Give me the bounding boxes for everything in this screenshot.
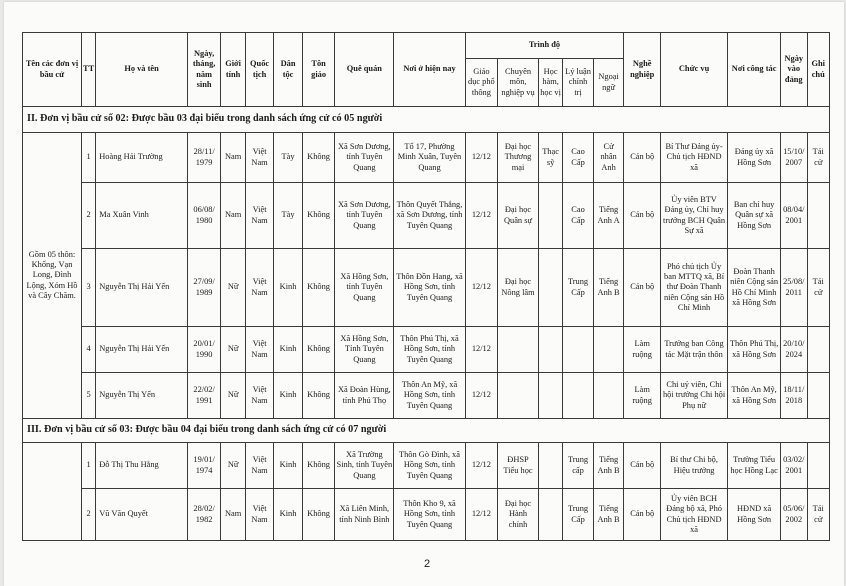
- row-tt: 4: [82, 327, 96, 373]
- row-nationality: Việt Nam: [245, 327, 273, 373]
- row-nationality: Việt Nam: [245, 133, 273, 183]
- row-tt: 2: [82, 183, 96, 249]
- row-gender: Nam: [221, 183, 245, 249]
- row-occupation: Cán bộ: [624, 489, 661, 541]
- row-workplace: HĐND xã Hồng Sơn: [728, 489, 781, 541]
- header-note: Ghi chú: [807, 33, 830, 107]
- row-gender: Nữ: [221, 443, 245, 489]
- header-professional: Chuyên môn, nghiệp vụ: [498, 59, 539, 107]
- header-gender: Giới tính: [221, 33, 245, 107]
- row-party-date: 18/11/ 2018: [781, 373, 807, 419]
- row-degree: [538, 489, 562, 541]
- row-occupation: Cán bộ: [624, 249, 661, 327]
- row-degree: [538, 327, 562, 373]
- row-general-edu: 12/12: [465, 249, 498, 327]
- header-general-edu: Giáo dục phổ thông: [465, 59, 498, 107]
- row-position: Bí Thư Đảng ủy- Chủ tịch HĐND xã: [660, 133, 727, 183]
- row-religion: Không: [302, 183, 335, 249]
- row-general-edu: 12/12: [465, 133, 498, 183]
- row-degree: Thạc sỹ: [538, 133, 562, 183]
- row-professional: Đại học Quân sự: [498, 183, 539, 249]
- row-language: Tiếng Anh B: [593, 249, 624, 327]
- row-position: Trưởng ban Công tác Mặt trận thôn: [660, 327, 727, 373]
- row-party-date: 05/06/ 2002: [781, 489, 807, 541]
- row-religion: Không: [302, 489, 335, 541]
- row-dob: 28/11/ 1979: [187, 133, 221, 183]
- row-name: Nguyễn Thị Yến: [96, 373, 188, 419]
- row-party-date: 15/10/ 2007: [781, 133, 807, 183]
- row-language: [593, 327, 624, 373]
- row-degree: [538, 183, 562, 249]
- row-name: Nguyễn Thị Hải Yến: [96, 327, 188, 373]
- row-note: [807, 183, 830, 249]
- row-dob: 28/02/ 1982: [187, 489, 221, 541]
- header-position: Chức vụ: [660, 33, 727, 107]
- header-education: Trình độ: [465, 33, 624, 59]
- row-dob: 19/01/ 1974: [187, 443, 221, 489]
- row-residence: Thôn An Mỹ, xã Hồng Sơn, tỉnh Tuyên Quang: [394, 373, 465, 419]
- row-hometown: Xã Sơn Dương, tỉnh Tuyên Quang: [335, 183, 394, 249]
- row-tt: 2: [82, 489, 96, 541]
- row-note: Tái cử: [807, 489, 830, 541]
- row-hometown: Xã Trường Sinh, tỉnh Tuyên Quang: [335, 443, 394, 489]
- row-party-date: 08/04/ 2001: [781, 183, 807, 249]
- row-general-edu: 12/12: [465, 327, 498, 373]
- row-politics: Trung Cấp: [563, 489, 594, 541]
- row-professional: [498, 373, 539, 419]
- row-residence: Tổ 17, Phường Minh Xuân, Tuyên Quang: [394, 133, 465, 183]
- row-general-edu: 12/12: [465, 489, 498, 541]
- row-hometown: Xã Hồng Sơn, Tỉnh Tuyên Quang: [335, 327, 394, 373]
- row-gender: Nam: [221, 133, 245, 183]
- row-ethnicity: Tày: [274, 183, 302, 249]
- row-dob: 20/01/ 1990: [187, 327, 221, 373]
- row-tt: 1: [82, 443, 96, 489]
- row-language: [593, 373, 624, 419]
- row-name: Nguyễn Thị Hải Yến: [96, 249, 188, 327]
- header-name: Họ và tên: [96, 33, 188, 107]
- row-dob: 22/02/ 1991: [187, 373, 221, 419]
- header-degree: Học hàm, học vị: [538, 59, 562, 107]
- row-general-edu: 12/12: [465, 183, 498, 249]
- header-language: Ngoại ngữ: [593, 59, 624, 107]
- row-professional: ĐHSP Tiểu học: [498, 443, 539, 489]
- row-professional: Đại học Hành chính: [498, 489, 539, 541]
- row-residence: Thôn Đồn Hang, xã Hồng Sơn, tỉnh Tuyên Quang: [394, 249, 465, 327]
- row-politics: [563, 327, 594, 373]
- page-number: 2: [423, 558, 431, 570]
- row-name: Ma Xuân Vinh: [96, 183, 188, 249]
- row-general-edu: 12/12: [465, 443, 498, 489]
- row-language: Tiếng Anh A: [593, 183, 624, 249]
- row-note: [807, 373, 830, 419]
- row-ethnicity: Kinh: [274, 489, 302, 541]
- row-tt: 3: [82, 249, 96, 327]
- table-row: [23, 327, 830, 373]
- row-hometown: Xã Đoàn Hùng, tỉnh Phú Thọ: [335, 373, 394, 419]
- header-residence: Nơi ở hiện nay: [394, 33, 465, 107]
- row-workplace: Thôn Phú Thị, xã Hồng Sơn: [728, 327, 781, 373]
- row-professional: Đại học Thương mại: [498, 133, 539, 183]
- header-hometown: Quê quán: [335, 33, 394, 107]
- row-residence: Thôn Gò Đình, xã Hồng Sơn, tỉnh Tuyên Quang: [394, 443, 465, 489]
- electoral-unit-description: [23, 443, 82, 541]
- row-position: Ủy viên BCH Đảng bộ xã, Phó Chủ tịch HĐND xã: [660, 489, 727, 541]
- header-tt: TT: [82, 33, 96, 107]
- row-politics: [563, 373, 594, 419]
- row-degree: [538, 373, 562, 419]
- row-nationality: Việt Nam: [245, 249, 273, 327]
- row-gender: Nam: [221, 489, 245, 541]
- row-hometown: Xã Sơn Dương, tỉnh Tuyên Quang: [335, 133, 394, 183]
- row-degree: [538, 249, 562, 327]
- header-nationality: Quốc tịch: [245, 33, 273, 107]
- header-party-date: Ngày vào đảng: [781, 33, 807, 107]
- row-politics: Cao Cấp: [563, 183, 594, 249]
- row-party-date: 03/02/ 2001: [781, 443, 807, 489]
- row-politics: Cao Cấp: [563, 133, 594, 183]
- row-hometown: Xã Liên Minh, tỉnh Ninh Bình: [335, 489, 394, 541]
- header-politics: Lý luận chính trị: [563, 59, 594, 107]
- row-workplace: Trường Tiểu học Hồng Lạc: [728, 443, 781, 489]
- row-position: Bí thư Chi bộ, Hiệu trưởng: [660, 443, 727, 489]
- header-ethnicity: Dân tộc: [274, 33, 302, 107]
- row-position: Ủy viên BTV Đảng ủy, Chỉ huy trưởng BCH Quân Sự xã: [660, 183, 727, 249]
- row-position: Phó chủ tịch Ủy ban MTTQ xã, Bí thư Đoàn Thanh niên Cộng sản Hồ Chí Minh: [660, 249, 727, 327]
- row-position: Chi uỷ viên, Chi hội trưởng Chi hội Phụ nữ: [660, 373, 727, 419]
- row-professional: [498, 327, 539, 373]
- row-note: [807, 327, 830, 373]
- row-dob: 06/08/ 1980: [187, 183, 221, 249]
- row-nationality: Việt Nam: [245, 373, 273, 419]
- row-residence: Thôn Quyết Thắng, xã Sơn Dương, tỉnh Tuyên Quang: [394, 183, 465, 249]
- row-gender: Nữ: [221, 373, 245, 419]
- row-tt: 1: [82, 133, 96, 183]
- table-row: [23, 249, 830, 327]
- row-occupation: Cán bộ: [624, 133, 661, 183]
- row-party-date: 25/08/ 2011: [781, 249, 807, 327]
- header-religion: Tôn giáo: [302, 33, 335, 107]
- row-nationality: Việt Nam: [245, 489, 273, 541]
- row-nationality: Việt Nam: [245, 183, 273, 249]
- row-religion: Không: [302, 327, 335, 373]
- row-residence: Thôn Kho 9, xã Hồng Sơn, tỉnh Tuyên Quang: [394, 489, 465, 541]
- row-language: Tiếng Anh B: [593, 443, 624, 489]
- header-dob: Ngày, tháng, năm sinh: [187, 33, 221, 107]
- header-occupation: Nghề nghiệp: [624, 33, 661, 107]
- row-workplace: Thôn An Mỹ, xã Hồng Sơn: [728, 373, 781, 419]
- section-title: III. Đơn vị bầu cử số 03: Được bầu 04 đại biểu trong danh sách ứng cử có 07 người: [23, 419, 830, 443]
- row-ethnicity: Kinh: [274, 443, 302, 489]
- row-occupation: Cán bộ: [624, 183, 661, 249]
- row-note: [807, 443, 830, 489]
- row-workplace: Đoàn Thanh niên Cộng sản Hồ Chí Minh xã Hồng Sơn: [728, 249, 781, 327]
- row-workplace: Đảng ủy xã Hồng Sơn: [728, 133, 781, 183]
- row-nationality: Việt Nam: [245, 443, 273, 489]
- row-ethnicity: Kinh: [274, 249, 302, 327]
- row-ethnicity: Kinh: [274, 373, 302, 419]
- electoral-unit-description: Gồm 05 thôn: Khổng, Vạn Long, Đình Lộng, Xóm Hồ và Cây Chăm.: [23, 133, 82, 419]
- row-politics: Trung Cấp: [563, 249, 594, 327]
- row-note: Tái cử: [807, 133, 830, 183]
- candidate-table: [22, 32, 830, 541]
- row-ethnicity: Kinh: [274, 327, 302, 373]
- row-occupation: Làm ruộng: [624, 373, 661, 419]
- table-row: [23, 489, 830, 541]
- row-party-date: 20/10/ 2024: [781, 327, 807, 373]
- row-general-edu: 12/12: [465, 373, 498, 419]
- row-language: Cử nhân Anh: [593, 133, 624, 183]
- header-unit: Tên các đơn vị bầu cử: [23, 33, 82, 107]
- row-occupation: Cán bộ: [624, 443, 661, 489]
- section-title: II. Đơn vị bầu cử số 02: Được bầu 03 đại biểu trong danh sách ứng cử có 05 người: [23, 107, 830, 133]
- row-religion: Không: [302, 133, 335, 183]
- row-gender: Nữ: [221, 327, 245, 373]
- row-religion: Không: [302, 443, 335, 489]
- table-row: [23, 443, 830, 489]
- row-occupation: Làm ruộng: [624, 327, 661, 373]
- header-workplace: Nơi công tác: [728, 33, 781, 107]
- row-language: Tiếng Anh B: [593, 489, 624, 541]
- row-tt: 5: [82, 373, 96, 419]
- row-politics: Trung cấp: [563, 443, 594, 489]
- row-religion: Không: [302, 373, 335, 419]
- row-name: Đỗ Thị Thu Hằng: [96, 443, 188, 489]
- table-row: [23, 183, 830, 249]
- row-hometown: Xã Hồng Sơn, tỉnh Tuyên Quang: [335, 249, 394, 327]
- row-degree: [538, 443, 562, 489]
- row-professional: Đại học Nông lâm: [498, 249, 539, 327]
- row-name: Vũ Văn Quyết: [96, 489, 188, 541]
- table-row: [23, 133, 830, 183]
- row-ethnicity: Tày: [274, 133, 302, 183]
- row-dob: 27/09/ 1989: [187, 249, 221, 327]
- table-row: [23, 373, 830, 419]
- row-religion: Không: [302, 249, 335, 327]
- row-gender: Nữ: [221, 249, 245, 327]
- row-note: Tái cử: [807, 249, 830, 327]
- row-residence: Thôn Phú Thị, xã Hồng Sơn, tỉnh Tuyên Quang: [394, 327, 465, 373]
- row-name: Hoàng Hải Trường: [96, 133, 188, 183]
- document-page: [4, 2, 844, 586]
- row-workplace: Ban chỉ huy Quân sự xã Hồng Sơn: [728, 183, 781, 249]
